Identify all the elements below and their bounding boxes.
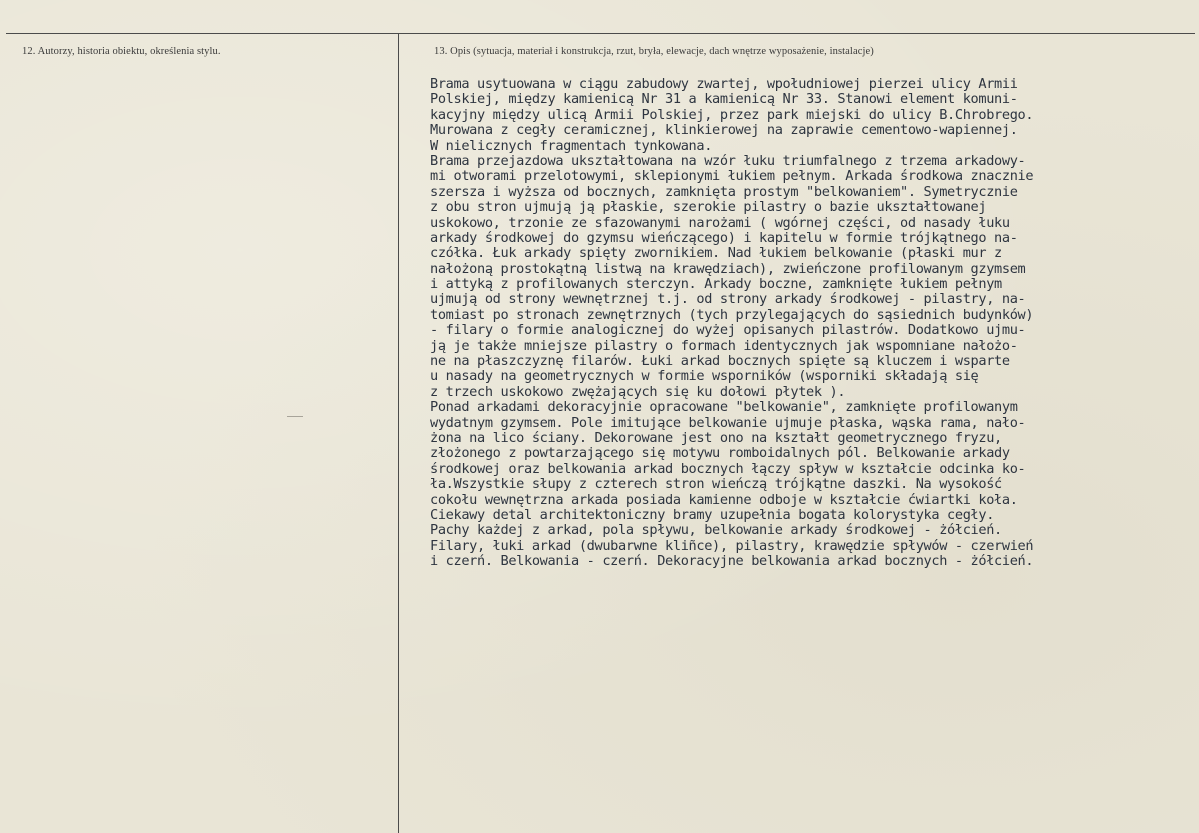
text-line: szersza i wyższa od bocznych, zamknięta prostym "belkowaniem". Symetrycznie: [430, 183, 1018, 200]
text-line: W nielicznych fragmentach tynkowana.: [430, 137, 713, 154]
pencil-mark: [287, 416, 303, 417]
text-line: ne na płaszczyznę filarów. Łuki arkad bocznych spięte są kluczem i wsparte: [430, 353, 1010, 370]
text-line: tomiast po stronach zewnętrznych (tych przylegających do sąsiednich budynków): [430, 306, 1034, 323]
text-line: cokołu wewnętrzna arkada posiada kamienne odboje w kształcie ćwiartki koła.: [430, 491, 1018, 508]
text-line: Pachy każdej z arkad, pola spływu, belkowanie arkady środkowej - żółcień.: [430, 522, 1002, 539]
text-line: ujmują od strony wewnętrznej t.j. od strony arkady środkowej - pilastry, na-: [430, 291, 1026, 308]
text-line: i czerń. Belkowania - czerń. Dekoracyjne belkowania arkad bocznych - żółcień.: [430, 553, 1034, 570]
text-line: z trzech uskokowo zwężających się ku dołowi płytek ).: [430, 383, 846, 400]
text-line: u nasady na geometrycznych w formie wsporników (wsporniki składają się: [430, 368, 979, 385]
text-line: - filary o formie analogicznej do wyżej opisanych pilastrów. Dodatkowo ujmu-: [430, 322, 1026, 339]
text-line: ła.Wszystkie słupy z czterech stron wieńczą trójkątne daszki. Na wysokość: [430, 476, 1002, 493]
text-line: żona na lico ściany. Dekorowane jest ono na kształt geometrycznego fryzu,: [430, 429, 1002, 446]
text-line: Ciekawy detal architektoniczny bramy uzupełnia bogata kolorystyka cegły.: [430, 506, 995, 523]
text-line: mi otworami przelotowymi, sklepionymi łukiem pełnym. Arkada środkowa znacznie: [430, 168, 1034, 185]
text-line: złożonego z powtarzającego się motywu romboidalnych pól. Belkowanie arkady: [430, 445, 1010, 462]
header-rule: [6, 33, 1195, 34]
text-line: Ponad arkadami dekoracyjnie opracowane "belkowanie", zamknięte profilowanym: [430, 399, 1018, 416]
text-line: Brama przejazdowa ukształtowana na wzór łuku triumfalnego z trzema arkadowy-: [430, 152, 1026, 169]
text-line: arkady środkowej do gzymsu wieńczącego) i kapitelu w formie trójkątnego na-: [430, 229, 1018, 246]
text-line: i attyką z profilowanych sterczyn. Arkady boczne, zamknięte łukiem pełnym: [430, 276, 1002, 293]
text-line: wydatnym gzymsem. Pole imitujące belkowanie ujmuje płaska, wąska rama, nało-: [430, 414, 1026, 431]
section-12-heading: 12. Autorzy, historia obiektu, określenia stylu.: [22, 46, 221, 57]
text-line: uskokowo, trzonie ze sfazowanymi narożami ( wgórnej części, od nasady łuku: [430, 214, 1010, 231]
section-13-heading: 13. Opis (sytuacja, materiał i konstrukcja, rzut, bryła, elewacje, dach wnętrze wyposażenie, instalacje): [434, 46, 874, 57]
section-13-typed-text: [430, 77, 1195, 570]
text-line: nałożoną prostokątną listwą na krawędziach), zwieńczone profilowanym gzymsem: [430, 260, 1026, 277]
text-line: Filary, łuki arkad (dwubarwne kliñce), pilastry, krawędzie spływów - czerwień: [430, 537, 1034, 554]
text-line: Polskiej, między kamienicą Nr 31 a kamienicą Nr 33. Stanowi element komuni-: [430, 91, 1018, 108]
text-line: środkowej oraz belkowania arkad bocznych łączy spływ w kształcie odcinka ko-: [430, 460, 1026, 477]
column-divider: [398, 33, 399, 833]
text-line: Murowana z cegły ceramicznej, klinkierowej na zaprawie cementowo-wapiennej.: [430, 122, 1018, 139]
text-line: ją je także mniejsze pilastry o formach identycznych jak wspomniane nałożo-: [430, 337, 1018, 354]
text-line: czółka. Łuk arkady spięty zwornikiem. Nad łukiem belkowanie (płaski mur z: [430, 245, 1002, 262]
text-line: z obu stron ujmują ją płaskie, szerokie pilastry o bazie ukształtowanej: [430, 199, 987, 216]
text-line: kacyjny między ulicą Armii Polskiej, przez park miejski do ulicy B.Chrobrego.: [430, 106, 1034, 123]
text-line: Brama usytuowana w ciągu zabudowy zwartej, wpołudniowej pierzei ulicy Armii: [430, 76, 1018, 92]
